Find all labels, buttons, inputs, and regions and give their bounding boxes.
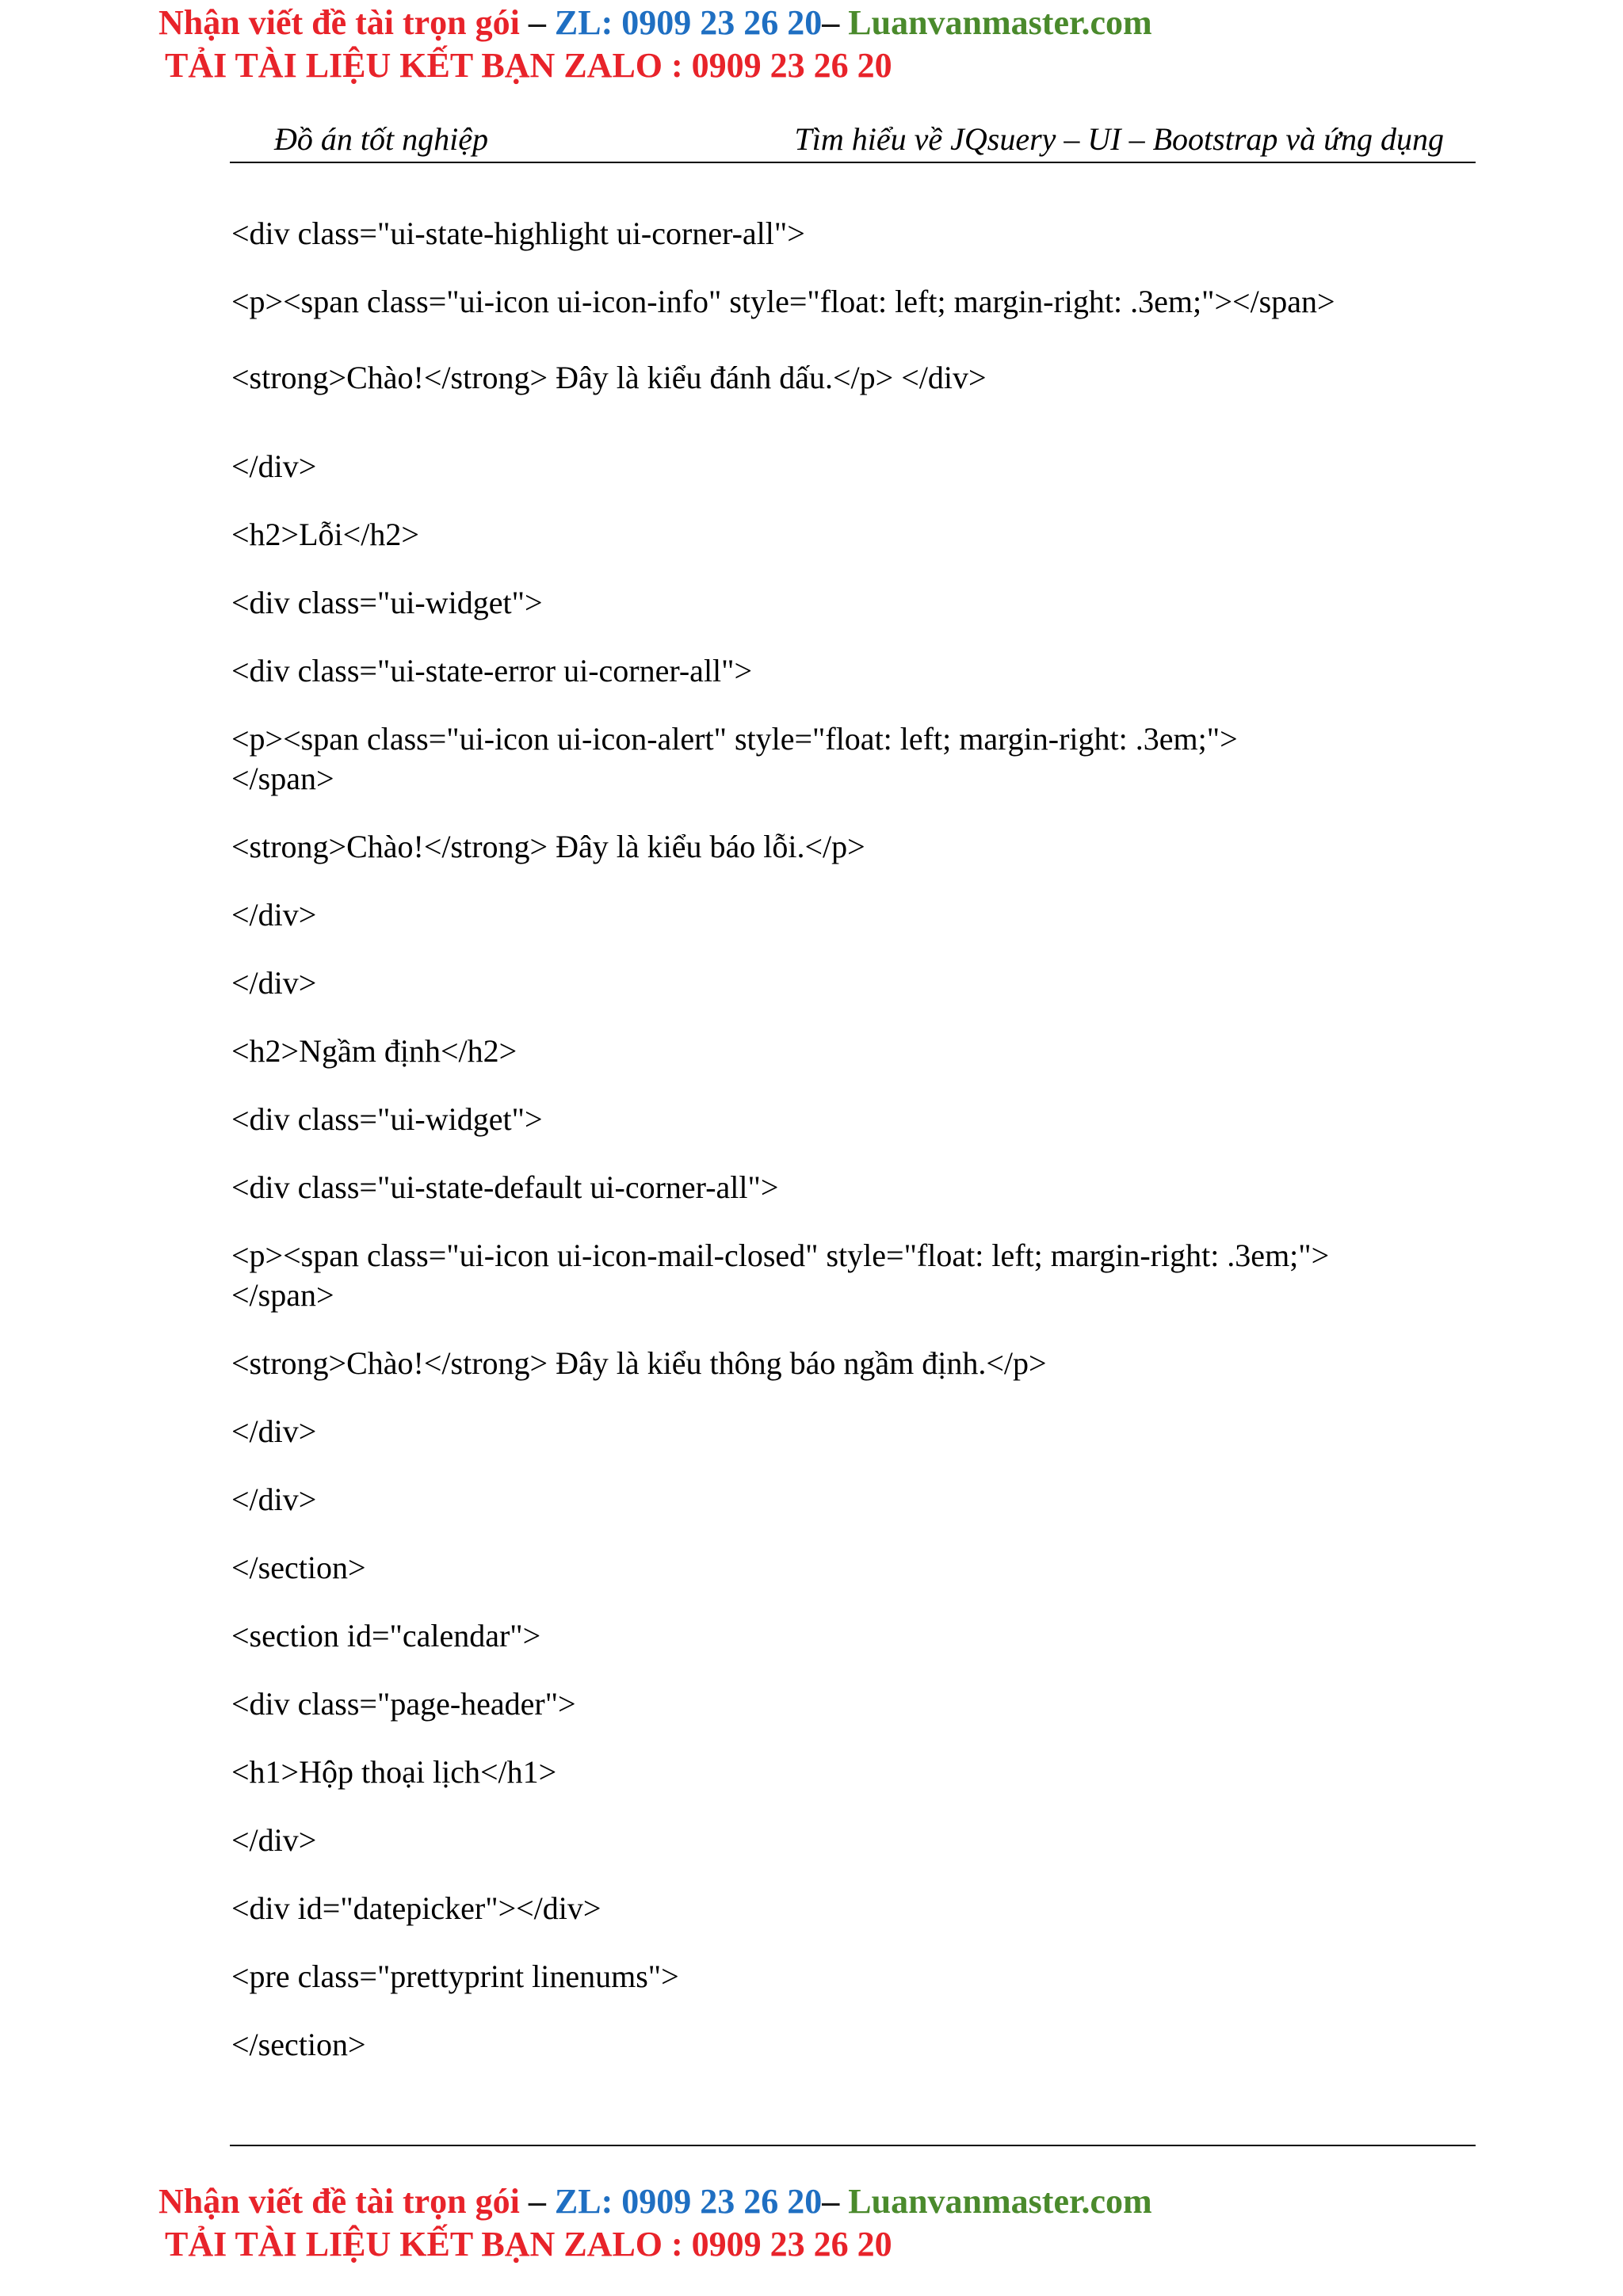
bottom-banner bbox=[158, 2180, 1152, 2266]
banner-dash: – bbox=[822, 2182, 849, 2221]
banner-line-2: TẢI TÀI LIỆU KẾT BẠN ZALO : 0909 23 26 20 bbox=[165, 2225, 892, 2264]
code-line: </div> bbox=[231, 1822, 317, 1858]
banner-site-link[interactable]: Luanvanmaster.com bbox=[848, 3, 1152, 42]
code-line: <p><span class="ui-icon ui-icon-mail-closed" style="float: left; margin-right: .3em;"></span> bbox=[231, 1238, 1330, 1313]
banner-promo-text: Nhận viết đề tài trọn gói bbox=[158, 2182, 520, 2221]
running-header bbox=[230, 117, 1476, 163]
code-line: <div class="ui-state-highlight ui-corner-all"> bbox=[231, 215, 805, 251]
code-line: <section id="calendar"> bbox=[231, 1618, 541, 1653]
code-line: </div> bbox=[231, 1482, 317, 1517]
code-line: <h1>Hộp thoại lịch</h1> bbox=[231, 1754, 557, 1790]
code-line: <h2>Lỗi</h2> bbox=[231, 517, 419, 552]
code-line: <pre class="prettyprint linenums"> bbox=[231, 1958, 679, 1994]
footer-rule bbox=[230, 2145, 1476, 2146]
code-line: <strong>Chào!</strong> Đây là kiểu báo lỗi.</p> bbox=[231, 829, 865, 864]
banner-line-2: TẢI TÀI LIỆU KẾT BẠN ZALO : 0909 23 26 20 bbox=[165, 46, 892, 85]
code-line: <strong>Chào!</strong> Đây là kiểu đánh dấu.</p> </div> bbox=[231, 360, 987, 395]
code-line: </section> bbox=[231, 2027, 366, 2062]
code-line: <strong>Chào!</strong> Đây là kiểu thông báo ngầm định.</p> bbox=[231, 1345, 1047, 1381]
code-line: <h2>Ngầm định</h2> bbox=[231, 1033, 517, 1069]
code-line: <p><span class="ui-icon ui-icon-alert" style="float: left; margin-right: .3em;"></span> bbox=[231, 721, 1238, 796]
code-line: </div> bbox=[231, 1413, 317, 1449]
banner-zalo-number: ZL: 0909 23 26 20 bbox=[554, 2182, 823, 2221]
running-header-right: Tìm hiểu về JQsuery – UI – Bootstrap và ứng dụng bbox=[794, 121, 1444, 157]
banner-dash: – bbox=[822, 3, 849, 42]
banner-promo-text: Nhận viết đề tài trọn gói bbox=[158, 3, 520, 42]
banner-line-1 bbox=[158, 2, 1152, 44]
code-line: </div> bbox=[231, 965, 317, 1001]
banner-line-1 bbox=[158, 2180, 1152, 2223]
code-line: <div id="datepicker"></div> bbox=[231, 1890, 601, 1926]
code-line: <p><span class="ui-icon ui-icon-info" style="float: left; margin-right: .3em;"></span> bbox=[231, 284, 1335, 319]
code-line: <div class="page-header"> bbox=[231, 1686, 576, 1722]
top-banner bbox=[158, 2, 1152, 87]
running-header-left: Đồ án tốt nghiệp bbox=[274, 121, 488, 157]
banner-zalo-number: ZL: 0909 23 26 20 bbox=[554, 3, 823, 42]
code-line: <div class="ui-state-default ui-corner-all"> bbox=[231, 1169, 779, 1205]
banner-site-link[interactable]: Luanvanmaster.com bbox=[848, 2182, 1152, 2221]
code-listing bbox=[231, 214, 1499, 2065]
code-line: <div class="ui-widget"> bbox=[231, 585, 543, 620]
code-line: </div> bbox=[231, 448, 317, 484]
code-line: </section> bbox=[231, 1550, 366, 1585]
banner-dash: – bbox=[519, 3, 555, 42]
banner-dash: – bbox=[519, 2182, 555, 2221]
blank-line bbox=[231, 398, 1499, 447]
code-line: <div class="ui-state-error ui-corner-all"> bbox=[231, 653, 753, 688]
code-line: <div class="ui-widget"> bbox=[231, 1101, 543, 1137]
code-line: </div> bbox=[231, 897, 317, 933]
